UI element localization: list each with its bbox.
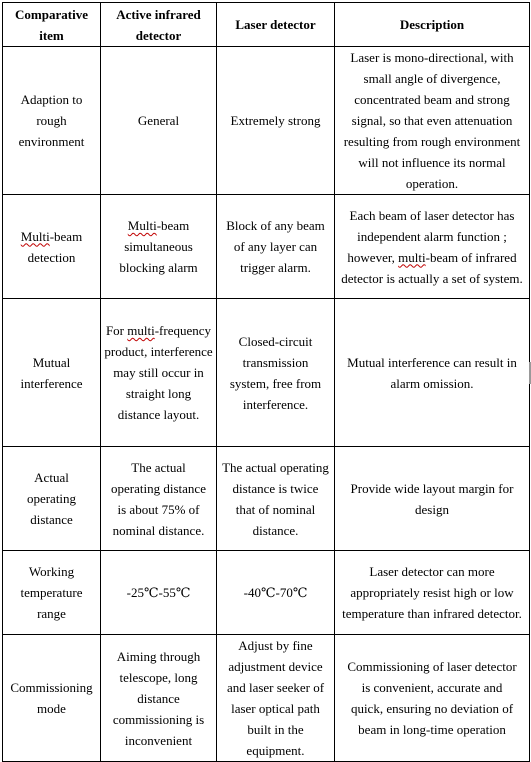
cell-item: Multi-beam detection <box>3 195 101 299</box>
cell-laser: Block of any beam of any layer can trigger alarm. <box>217 195 335 299</box>
cell-description: Mutual interference can result in alarm omission. <box>335 299 530 447</box>
cell-laser: Adjust by fine adjustment device and laser seeker of laser optical path built in the equipment. <box>217 635 335 762</box>
cell-laser: Extremely strong <box>217 47 335 195</box>
table-row <box>3 47 530 195</box>
cell-infrared: General <box>101 47 217 195</box>
cell-laser: -40℃-70℃ <box>217 551 335 635</box>
cell-description: Commissioning of laser detector is convenient, accurate and quick, ensuring no deviation of beam in long-time operation <box>335 635 530 762</box>
cell-item: Adaption to rough environment <box>3 47 101 195</box>
cell-description: Laser detector can more appropriately resist high or low temperature than infrared detector. <box>335 551 530 635</box>
table-row <box>3 635 530 762</box>
cell-item: Working temperature range <box>3 551 101 635</box>
header-active-infrared-detector: Active infrared detector <box>101 3 217 47</box>
table-row <box>3 447 530 551</box>
cell-laser: The actual operating distance is twice that of nominal distance. <box>217 447 335 551</box>
header-row <box>3 3 530 47</box>
cell-infrared: The actual operating distance is about 75% of nominal distance. <box>101 447 217 551</box>
header-comparative-item: Comparative item <box>3 3 101 47</box>
cell-item: Mutual interference <box>3 299 101 447</box>
cell-infrared: Aiming through telescope, long distance commissioning is inconvenient <box>101 635 217 762</box>
cell-item: Actual operating distance <box>3 447 101 551</box>
cell-item: Commissioning mode <box>3 635 101 762</box>
table-row <box>3 299 530 447</box>
cell-description: Each beam of laser detector has independent alarm function ; however, multi-beam of infrared detector is actually a set of system. <box>335 195 530 299</box>
table-row <box>3 195 530 299</box>
header-laser-detector: Laser detector <box>217 3 335 47</box>
comparison-table <box>2 2 530 762</box>
header-description: Description <box>335 3 530 47</box>
cell-description: Laser is mono-directional, with small angle of divergence, concentrated beam and strong signal, so that even attenuation resulting from rough environment will not influence its normal operation. <box>335 47 530 195</box>
cell-laser: Closed-circuit transmission system, free from interference. <box>217 299 335 447</box>
cell-infrared: -25℃-55℃ <box>101 551 217 635</box>
cell-infrared: Multi-beam simultaneous blocking alarm <box>101 195 217 299</box>
table-row <box>3 551 530 635</box>
cell-infrared: For multi-frequency product, interference may still occur in straight long distance layout. <box>101 299 217 447</box>
cell-description: Provide wide layout margin for design <box>335 447 530 551</box>
